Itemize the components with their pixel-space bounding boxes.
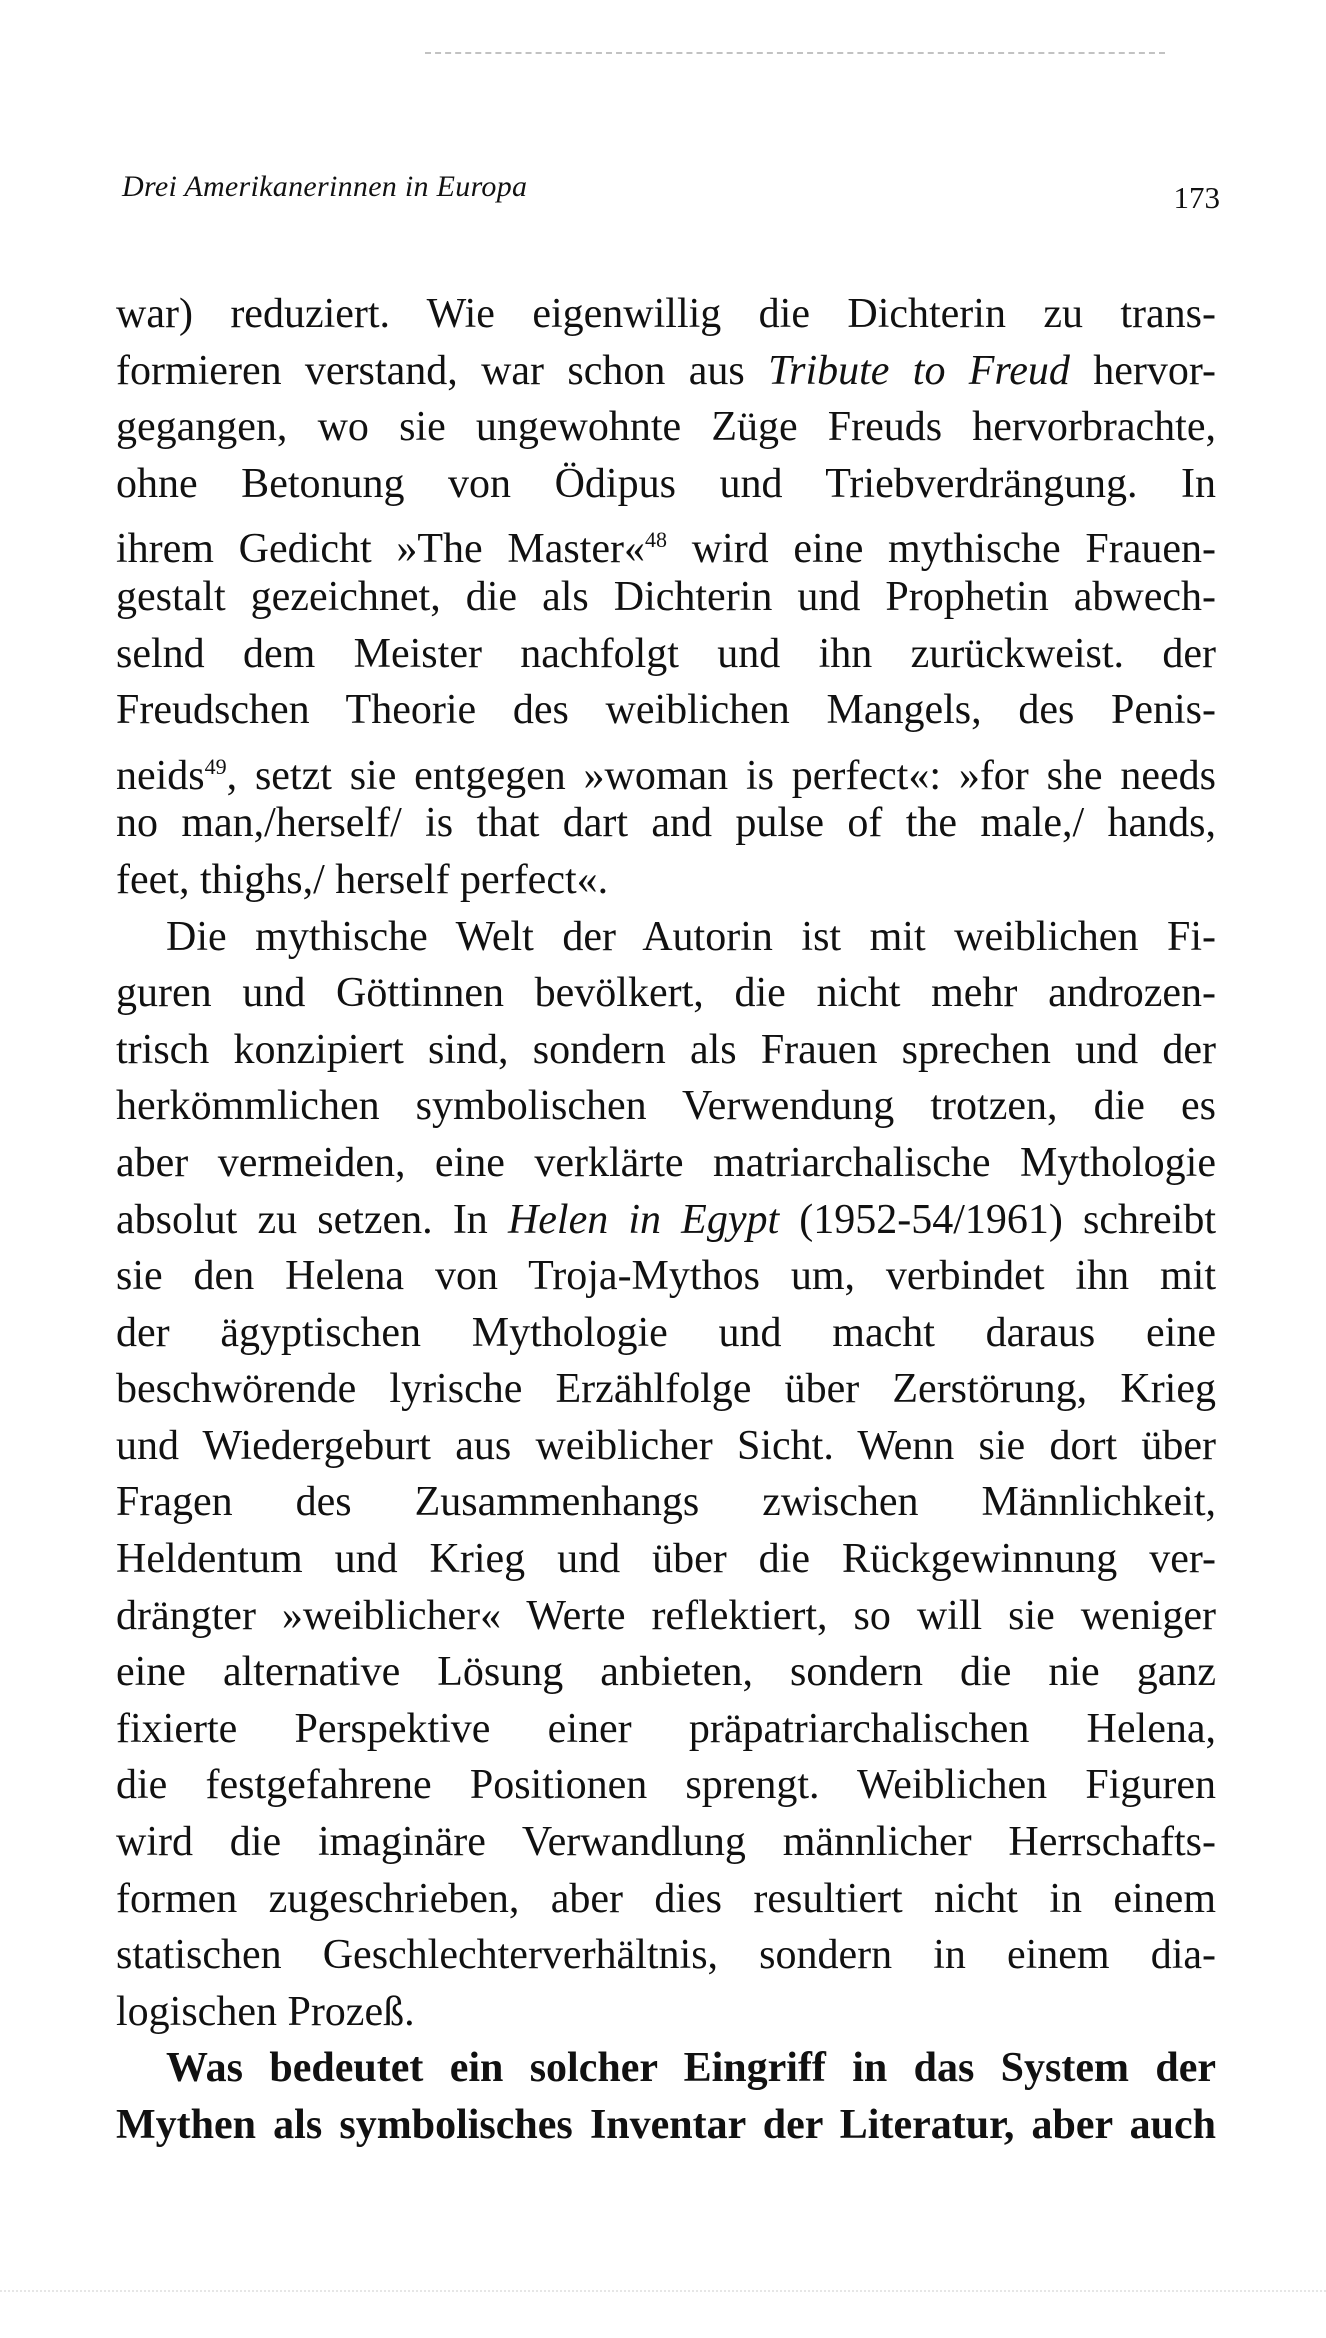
scan-artifact-top [425,52,1165,54]
text-line-part: ihrem Gedicht »The Master« [116,526,645,573]
text-line: beschwörende lyrische Erzählfolge über Zerstörung, Krieg [116,1366,1216,1413]
text-line: und Wiedergeburt aus weiblicher Sicht. Wenn sie dort über [116,1422,1216,1469]
text-line: statischen Geschlechterverhältnis, sondern in einem dia- [116,1932,1216,1979]
text-line: Heldentum und Krieg und über die Rückgewinnung ver- [116,1536,1216,1583]
text-line-part: formieren verstand, war schon aus [116,347,769,394]
text-line: ohne Betonung von Ödipus und Triebverdrängung. In [116,460,1216,507]
body-text [116,286,1216,2154]
text-line: no man,/herself/ is that dart and pulse of the male,/ hands, [116,800,1216,847]
book-title: Tribute to Freud [768,347,1070,394]
footnote-ref: 48 [644,527,667,553]
text-line: der ägyptischen Mythologie und macht daraus eine [116,1309,1216,1356]
text-line: Fragen des Zusammenhangs zwischen Männlichkeit, [116,1479,1216,1526]
text-line-part: wird eine mythische Frauen- [666,526,1217,573]
text-line: formen zugeschrieben, aber dies resultiert nicht in einem [116,1875,1216,1922]
text-line: wird die imaginäre Verwandlung männlicher Herrschafts- [116,1819,1216,1866]
text-line-part: absolut zu setzen. In [116,1196,508,1243]
text-line: feet, thighs,/ herself perfect«. [116,856,609,903]
text-line: Was bedeutet ein solcher Eingriff in das System der [166,2045,1216,2092]
text-line: die festgefahrene Positionen sprengt. Weiblichen Figuren [116,1762,1216,1809]
page-number: 173 [1173,180,1220,215]
text-line: herkömmlichen symbolischen Verwendung trotzen, die es [116,1083,1216,1130]
text-line: aber vermeiden, eine verklärte matriarchalische Mythologie [116,1139,1216,1186]
text-line [116,1192,1216,1249]
text-line [116,739,1216,799]
running-head: Drei Amerikanerinnen in Europa [122,170,528,203]
text-line: gegangen, wo sie ungewohnte Züge Freuds hervorbrachte, [116,404,1216,451]
book-title: Helen in Egypt [507,1196,780,1243]
text-line: Mythen als symbolisches Inventar der Literatur, aber auch [116,2102,1216,2148]
text-line: drängter »weiblicher« Werte reflektiert, so will sie weniger [116,1592,1216,1639]
footnote-ref: 49 [204,753,227,779]
text-line-part: , setzt sie entgegen »woman is perfect«: »for she needs [226,752,1216,799]
text-line: Freudschen Theorie des weiblichen Mangels, des Penis- [116,687,1216,734]
text-line: sie den Helena von Troja-Mythos um, verbindet ihn mit [116,1253,1216,1300]
text-line-part: hervor- [1069,347,1217,394]
text-line-part: neids [116,752,205,799]
text-line: gestalt gezeichnet, die als Dichterin und Prophetin abwech- [116,573,1216,620]
text-line: eine alternative Lösung anbieten, sondern die nie ganz [116,1649,1216,1696]
text-line-part: (1952-54/1961) schreibt [779,1196,1216,1243]
text-line: Die mythische Welt der Autorin ist mit weiblichen Fi- [166,913,1216,960]
text-line: war) reduziert. Wie eigenwillig die Dichterin zu trans- [116,291,1216,337]
text-line [116,512,1217,573]
scan-artifact-bottom [0,2290,1326,2302]
text-line: fixierte Perspektive einer präpatriarchalischen Helena, [116,1705,1216,1752]
text-line [116,343,1216,400]
text-line: logischen Prozeß. [116,1988,415,2035]
text-line: trisch konzipiert sind, sondern als Frauen sprechen und der [116,1026,1216,1073]
text-line: guren und Göttinnen bevölkert, die nicht mehr androzen- [116,970,1216,1017]
text-line: selnd dem Meister nachfolgt und ihn zurückweist. der [116,630,1216,677]
